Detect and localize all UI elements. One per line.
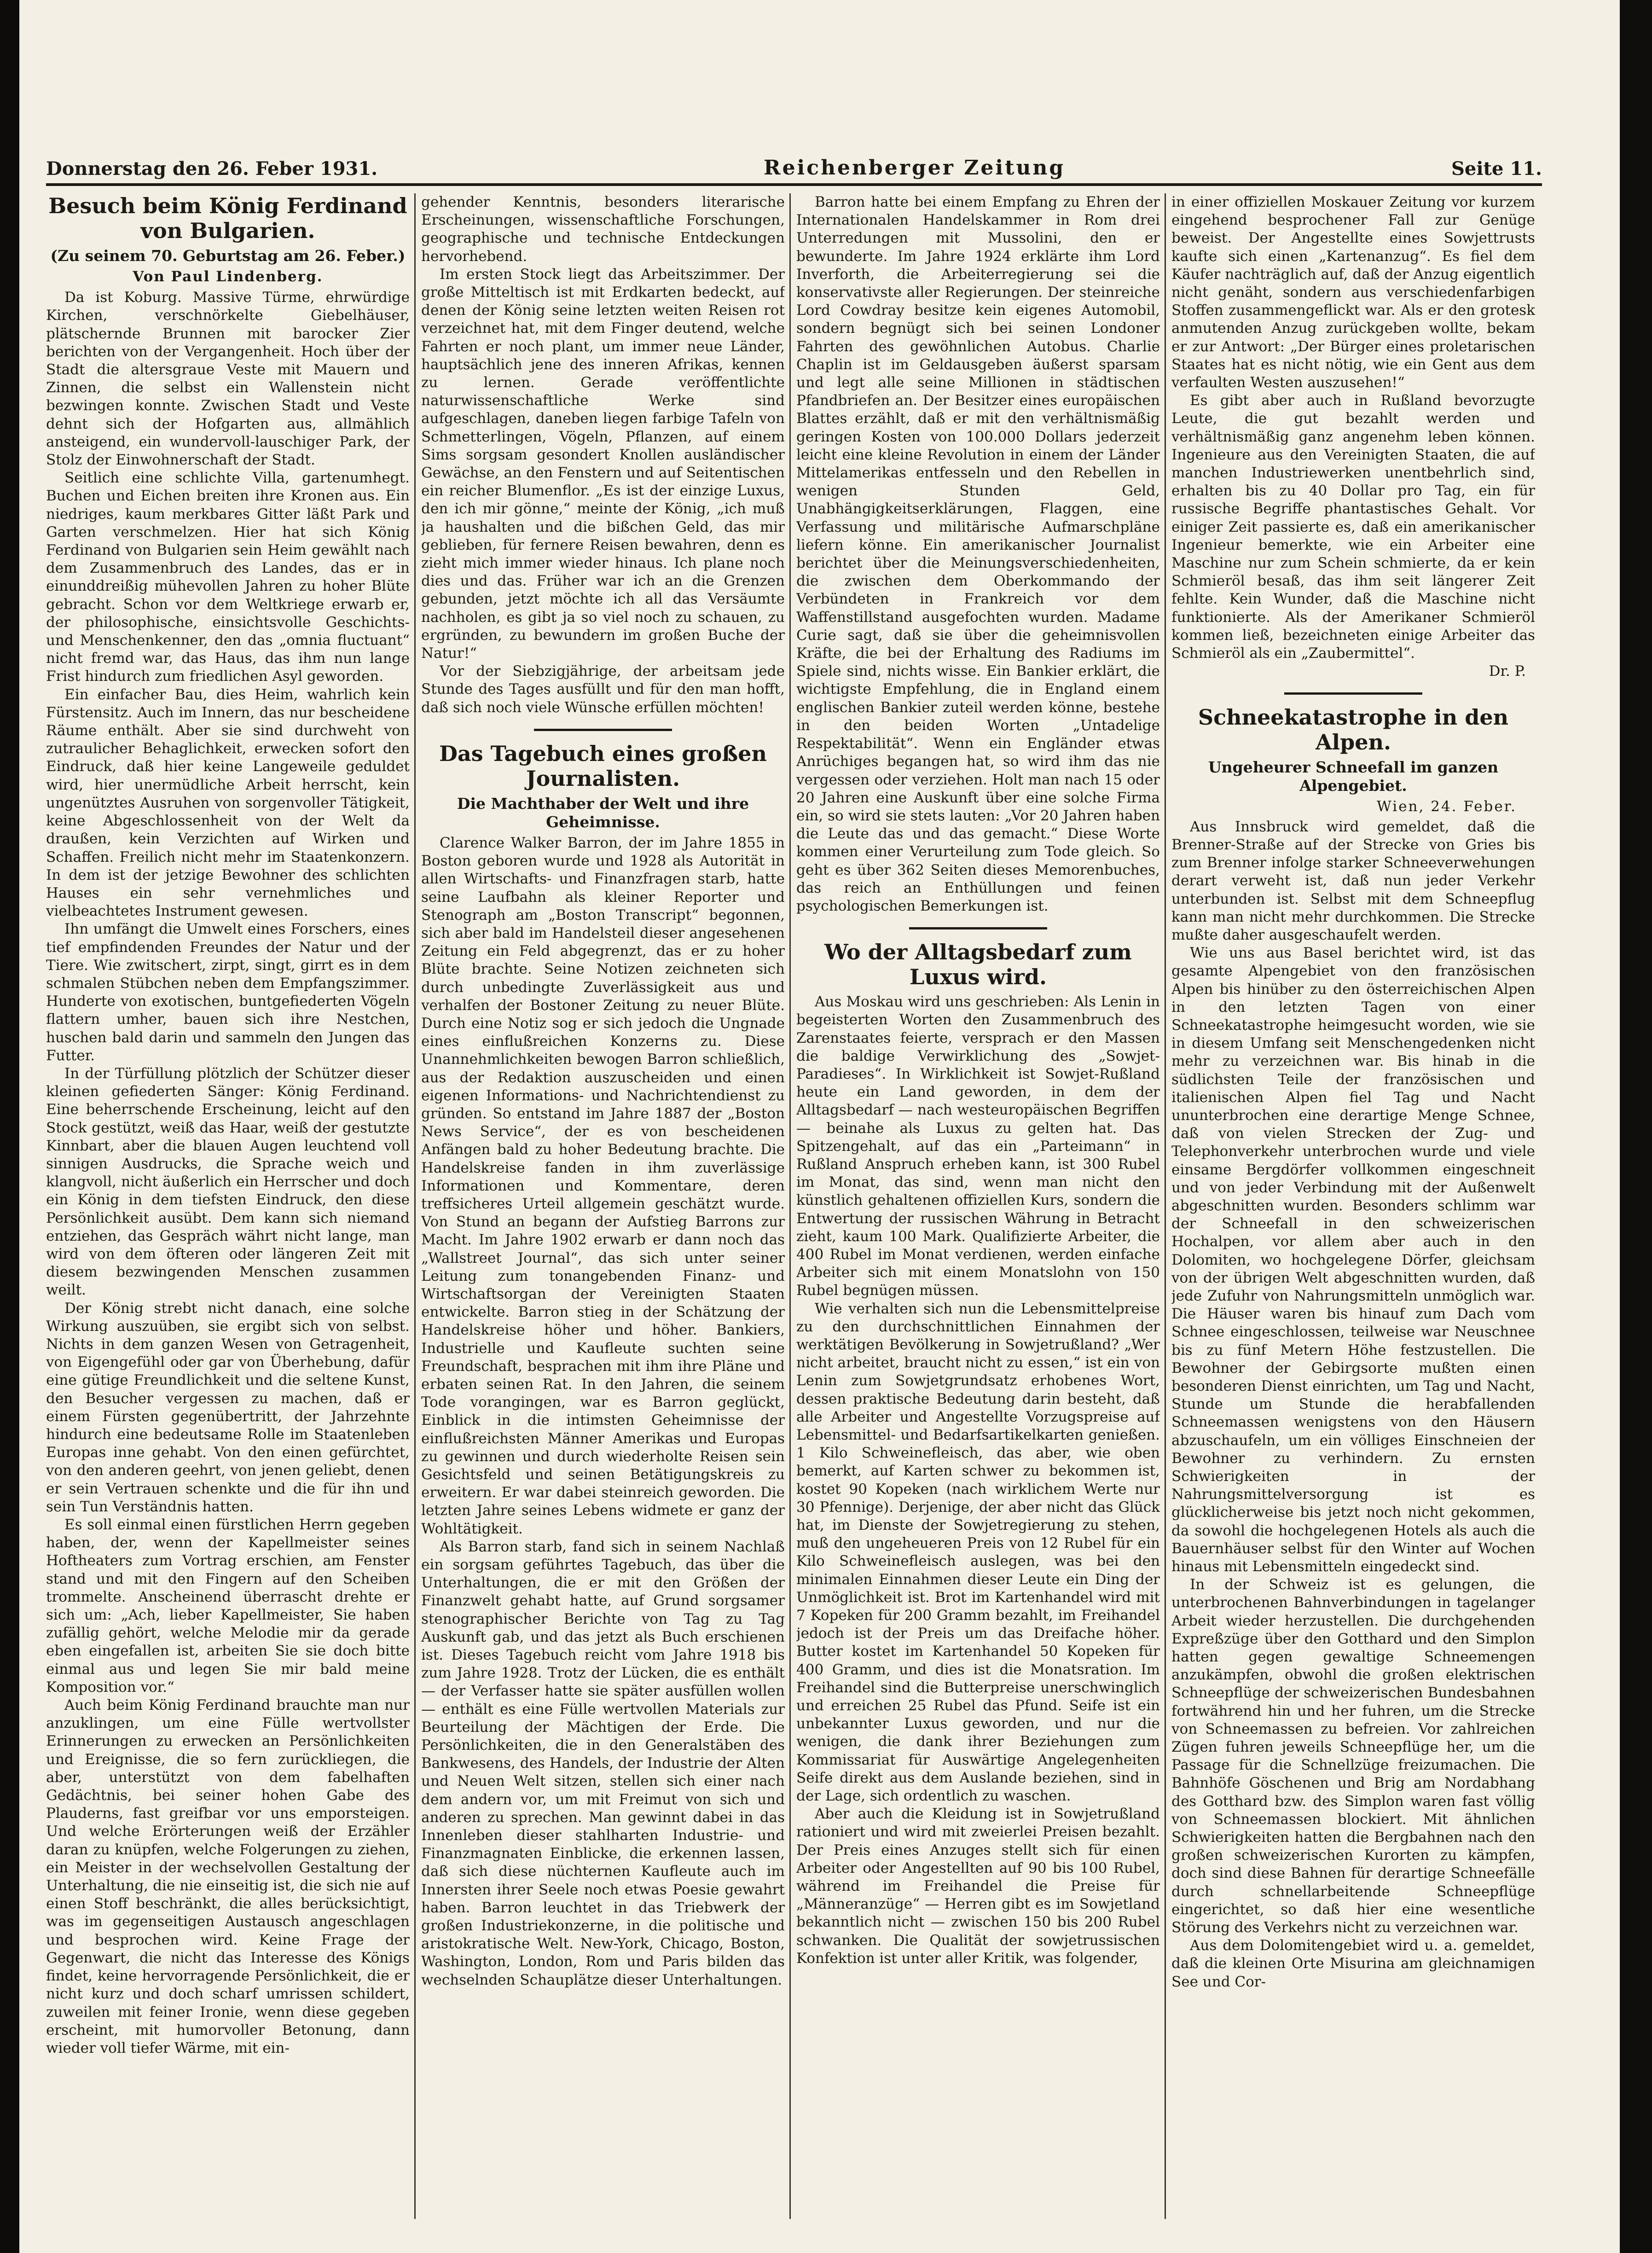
paragraph: Clarence Walker Barron, der im Jahre 1855 in Boston geboren wurde und 1928 als Autorität in allen Wirtschafts- und Finanzfragen starb, hatte seine Laufbahn als kleiner Reporter und Stenograph am „Boston Transcript“ begonnen, sich aber bald im Handelsteil dieser angesehenen Zeitung ein Feld abgegrenzt, das er zu hoher Blüte brachte. Seine Notizen zeichneten sich durch unbedingte Zuverlässigkeit aus und verhalfen der Bostoner Zeitung zu neuer Blüte. Durch eine Notiz sog er sich jedoch die Ungnade eines einflußreichen Konzerns zu. Diese Unannehmlichkeiten bewogen Barron schließlich, aus der Redaktion auszuscheiden und einen eigenen Informations- und Nachrichtendienst zu gründen. So entstand im Jahre 1887 der „Boston News Service“, der es von bescheidenen Anfängen bald zu hoher Bedeutung brachte. Die Handelskreise fanden in ihm zuverlässige Informationen und Kommentare, deren treffsicheres Urteil allgemein geschätzt wurde. Von Stund an begann der Aufstieg Barrons zur Macht. Im Jahre 1902 erwarb er dann noch das „Wallstreet Journal“, das sich unter seiner Leitung zum tonangebenden Finanz- und Wirtschaftsorgan der Vereinigten Staaten entwickelte. Barron stieg in der Schätzung der Handelskreise höher und höher. Bankiers, Industrielle und Kaufleute suchten seine Freundschaft, besprachen mit ihm ihre Pläne und erbaten seinen Rat. In den Jahren, die seinem Tode vorangingen, war es Barron geglückt, Einblick in die intimsten Geheimnisse der einflußreichsten Männer Amerikas und Europas zu gewinnen und durch wiederholte Reisen sein Gesichtsfeld und seinen Betätigungskreis zu erweitern. Er war dabei steinreich geworden. Die letzten Jahre seines Lebens widmete er ganz der Wohltätigkeit. xyxy=(421,834,785,1537)
paragraph: Ein einfacher Bau, dies Heim, wahrlich kein Fürstensitz. Auch im Innern, das nur bescheidene Räume enthält. Aber sie sind durchweht von zutraulicher Behaglichkeit, erwecken sofort den Eindruck, daß hier keine Langeweile geduldet wird, hier unermüdliche Arbeit herrscht, kein ungenütztes Ausruhen von sorgenvoller Tätigkeit, keine Abgeschlossenheit von der Welt da draußen, kein Verzichten auf Wirken und Schaffen. Freilich nicht mehr im Staatenkonzern. In dem ist der jetzige Bewohner des schlichten Hauses ein sehr vernehmliches und vielbeachtetes Instrument gewesen. xyxy=(46,686,410,920)
paragraph: Im ersten Stock liegt das Arbeitszimmer. Der große Mitteltisch ist mit Erdkarten bedeckt, auf denen der König seine letzten weiten Reisen rot verzeichnet hat, mit dem Finger deutend, welche Fahrten er noch plant, um immer neue Länder, hauptsächlich jene des inneren Afrikas, kennen zu lernen. Gerade veröffentlichte naturwissenschaftliche Werke sind aufgeschlagen, daneben liegen farbige Tafeln von Schmetterlingen, Vögeln, Pflanzen, auf einem Sims sorgsam gesondert Knollen ausländischer Gewächse, an den Fenstern und auf Seitentischen ein reicher Blumenflor. „Es ist der einzige Luxus, den ich mir gönne,“ meinte der König, „ich muß ja haushalten und die bißchen Geld, das mir geblieben, für fernere Reisen bewahren, denn es zieht mich immer wieder hinaus. Ich plane noch dies und das. Früher war ich an die Grenzen gebunden, jetzt möchte ich all das Versäumte nachholen, es gibt ja so viel noch zu schauen, zu ergründen, zu bewundern im großen Buche der Natur!“ xyxy=(421,266,785,662)
column-3 xyxy=(796,193,1160,2228)
page-header xyxy=(46,147,1542,180)
article-subtitle: Ungeheurer Schneefall im ganzen Alpengebiet. xyxy=(1208,758,1499,795)
paragraph: Es soll einmal einen fürstlichen Herrn gegeben haben, der, wenn der Kapellmeister seines Hoftheaters zum Vortrag erschien, am Fenster stand und mit den Fingern auf den Scheiben trommelte. Anscheinend überrascht drehte er sich um: „Ach, lieber Kapellmeister, Sie haben zufällig gehört, welche Melodie mir da gerade eben eingefallen ist, arbeiten Sie sie doch bitte einmal aus und legen Sie mir bald meine Komposition vor.“ xyxy=(46,1516,410,1696)
paragraph: in einer offiziellen Moskauer Zeitung vor kurzem eingehend besprochener Fall zur Genüge beweist. Der Angestellte eines Sowjettrusts kaufte sich einen „Kartenanzug“. Es fiel dem Käufer nachträglich auf, daß der Anzug eigentlich nicht genäht, sondern aus verschiedenfarbigen Stoffen zusammengeflickt war. Als er den grotesk anmutenden Anzug zurückgeben wollte, bekam er zur Antwort: „Der Bürger eines proletarischen Staates hat es nicht nötig, wie ein Gent aus dem verfaulten Westen auszusehen!“ xyxy=(1171,194,1535,391)
paragraph: Seitlich eine schlichte Villa, gartenumhegt. Buchen und Eichen breiten ihre Kronen aus. Ein niedriges, kaum merkbares Gitter läßt Park und Garten verschmelzen. Hier hat sich König Ferdinand von Bulgarien sein Heim gewählt nach dem Zusammenbruch des Landes, das er in einunddreißig mühevollen Jahren zu hoher Blüte gebracht. Schon vor dem Weltkriege erwarb er, der philosophische, einsichtsvolle Geschichts- und Menschenkenner, den das „omnia fluctuant“ nicht fremd war, das Haus, das ihm nun lange Frist hindurch zum friedlichen Asyl geworden. xyxy=(46,470,410,685)
paragraph: Wie uns aus Basel berichtet wird, ist das gesamte Alpengebiet von den französischen Alpen bis hinüber zu den österreichischen Alpen in den letzten Tagen von einer Schneekatastrophe heimgesucht worden, wie sie in diesem Umfang seit Menschengedenken nicht mehr zu verzeichnen war. Bis hinab in die südlichsten Teile der französischen und italienischen Alpen fiel Tag und Nacht ununterbrochen eine derartige Menge Schnee, daß von vielen Strecken der Zug- und Telephonverkehr unterbrochen wurde und viele einsame Bergdörfer vollkommen eingeschneit und von jeder Verbindung mit der Außenwelt abgeschnitten wurden. Besonders schlimm war der Schneefall in den schweizerischen Hochalpen, vor allem aber auch in den Dolomiten, wo hochgelegene Dörfer, gleichsam von der übrigen Welt abgeschnitten wurden, daß jede Zufuhr von Nahrungsmitteln unmöglich war. Die Häuser waren bis hinauf zum Dach vom Schnee eingeschlossen, teilweise war Neuschnee bis zu fünf Metern Höhe festzustellen. Die Bewohner der Gebirgsorte mußten einen besonderen Dienst einrichten, um Tag und Nacht, Stunde um Stunde die herabfallenden Schneemassen wenigstens von den Häusern abzuschaufeln, um ein völliges Einschneien der Bewohner zu verhindern. Zu ernsten Schwierigkeiten in der Nahrungsmittelversorgung ist es glücklicherweise bis jetzt noch nicht gekommen, da sowohl die hochgelegenen Hotels als auch die Bauernhäuser selbst für den Winter auf Wochen hinaus mit Lebensmitteln eingedeckt sind. xyxy=(1171,945,1535,1575)
column-2 xyxy=(421,193,785,2228)
newspaper-name: Reichenberger Zeitung xyxy=(764,156,1066,180)
paragraph: Barron hatte bei einem Empfang zu Ehren der Internationalen Handelskammer in Rom drei Unterredungen mit Mussolini, den er bewunderte. Im Jahre 1924 erklärte ihm Lord Inverforth, die Arbeiterregierung sei die konservativste aller Regierungen. Der steinreiche Lord Cowdray besitze kein eigenes Automobil, sondern begnügt sich bei seinen Londoner Fahrten des gewöhnlichen Autobus. Charlie Chaplin ist im Geldausgeben äußerst sparsam und legt alle seine Millionen in städtischen Pfandbriefen an. Der Besitzer eines europäischen Blattes erzählt, daß er mit den verhältnismäßig geringen Kosten von 100.000 Dollars jederzeit leicht eine kleine Revolution in einem der Länder Mittelamerikas entfesseln und den Rebellen in wenigen Stunden Geld, Unabhängigkeitserklärungen, Flaggen, eine Verfassung und militärische Aufmarschpläne liefern könne. Ein amerikanischer Journalist berichtet über die Meinungsverschiedenheiten, die zwischen dem Oberkommando der Verbündeten in Frankreich vor dem Waffenstillstand ausgefochten wurden. Madame Curie sagt, daß sie über die geheimnisvollen Kräfte, die bei der Erhaltung des Radiums im Spiele sind, nichts wisse. Ein Bankier erklärt, die wichtigste Empfehlung, die in England einem englischen Bankier zuteil werden könne, bestehe in den beiden Worten „Untadelige Respektabilität“. Wenn ein Engländer etwas Anrüchiges begangen hat, so wird ihm das nie vergessen oder verziehen. Holt man nach 15 oder 20 Jahren eine Auskunft über eine solche Firma ein, so wird sie stets lauten: „Vor 20 Jahren haben die Leute das und das gemacht.“ Diese Worte kommen einer Verurteilung zum Tode gleich. So geht es über 362 Seiten dieses Memorenbuches, das reich an Enthüllungen und feinen psychologischen Bemerkungen ist. xyxy=(796,194,1160,914)
paragraph: Vor der Siebzigjährige, der arbeitsam jede Stunde des Tages ausfüllt und für den man hofft, daß sich noch viele Wünsche erfüllen möchten! xyxy=(421,663,785,716)
paragraph: Aber auch die Kleidung ist in Sowjetrußland rationiert und wird mit zweierlei Preisen bezahlt. Der Preis eines Anzuges stellt sich für einen Arbeiter oder Angestellten auf 90 bis 100 Rubel, während im Freihandel die Preise für „Männeranzüge“ — Herren gibt es im Sowjetland bekanntlich nicht — zwischen 150 bis 200 Rubel schwanken. Die Qualität der sowjetrussischen Konfektion ist unter aller Kritik, was folgender, xyxy=(796,1806,1160,1967)
paragraph: In der Türfüllung plötzlich der Schützer dieser kleinen gefiederten Sänger: König Ferdinand. Eine beherrschende Erscheinung, leicht auf den Stock gestützt, weiß das Haar, weiß der gestutzte Kinnbart, aber die blauen Augen leuchtend voll sinnigen Ausdrucks, die Sprache weich und klangvoll, nicht äußerlich ein Herrscher und doch ein König in dem tiefsten Eindruck, den diese Persönlichkeit ausübt. Dem kann sich niemand entziehen, das Gespräch währt nicht lange, man wird von dem öfteren oder längeren Zeit mit diesem bezwingenden Menschen zusammen weilt. xyxy=(46,1065,410,1299)
paragraph: Aus dem Dolomitengebiet wird u. a. gemeldet, daß die kleinen Orte Misurina am gleichnamigen See und Cor- xyxy=(1171,1937,1535,1990)
article-subtitle: (Zu seinem 70. Geburtstag am 26. Feber.) xyxy=(50,247,406,265)
column-rule xyxy=(789,193,791,2219)
paragraph: In der Schweiz ist es gelungen, die unterbrochenen Bahnverbindungen in tagelanger Arbeit wieder herzustellen. Die durchgehenden Expreßzüge über den Gotthard und den Simplon hatten gegen gewaltige Schneemengen anzukämpfen, obwohl die großen elektrischen Schneepflüge der schweizerischen Bundesbahnen fortwährend hin und her fuhren, um die Strecke von Schneemassen zu befreien. Vor zahlreichen Zügen fuhren jeweils Schneepflüge her, um die Passage für die Schnellzüge freizumachen. Die Bahnhöfe Göschenen und Brig am Nordabhang des Gotthard bzw. des Simplon waren fast völlig von Schneemassen blockiert. Mit ähnlichen Schwierigkeiten hatten die Bergbahnen nach den großen schweizerischen Kurorten zu kämpfen, doch sind diese Bahnen für derartige Schneefälle durch schnellarbeitende Schneepflüge eingerichtet, so daß hier eine wesentliche Störung des Verkehrs nicht zu verzeichnen war. xyxy=(1171,1576,1535,1936)
column-rule xyxy=(414,193,416,2219)
paragraph: Aus Innsbruck wird gemeldet, daß die Brenner-Straße auf der Strecke von Gries bis zum Brenner infolge starker Schneeverwehungen derart verweht ist, daß nun jeder Verkehr unterbunden ist. Selbst mit dem Schneepflug kann man nicht mehr durchkommen. Die Strecke mußte daher ausgeschaufelt werden. xyxy=(1171,818,1535,943)
column-rule xyxy=(1165,193,1166,2219)
article-title: Besuch beim König Ferdinand von Bulgarien. xyxy=(48,193,407,243)
paragraph: Auch beim König Ferdinand brauchte man nur anzuklingen, um eine Fülle wertvollster Erinnerungen zu erwecken an Persönlichkeiten und Ereignisse, die so fern zurückliegen, die aber, unterstützt von dem fabelhaften Gedächtnis, bei seiner hohen Gabe des Plauderns, fast greifbar vor uns emporsteigen. Und welche Erörterungen weiß der Erzähler daran zu knüpfen, welche Folgerungen zu ziehen, ein Meister in der wechselvollen Gestaltung der Unterhaltung, die nie einseitig ist, die sich nie auf einen Stoff beschränkt, die alles berücksichtigt, was im gegenseitigen Austausch angeschlagen und besprochen wird. Keine Frage der Gegenwart, die nicht das Interesse des Königs findet, keine hervorragende Persönlichkeit, die er nicht kurz und doch scharf umrissen schildert, zuweilen mit feiner Ironie, wenn diese gegeben erscheint, mit humorvoller Betonung, dann wieder voll tiefer Wärme, mit ein- xyxy=(46,1697,410,2056)
header-date: Donnerstag den 26. Feber 1931. xyxy=(46,158,378,180)
paragraph: Ihn umfängt die Umwelt eines Forschers, eines tief empfindenden Freundes der Natur und der Tiere. Wie zwitschert, zirpt, singt, girrt es in dem schmalen Stübchen neben dem Empfangszimmer. Hunderte von exotischen, buntgefiederten Vögeln flattern umher, bauen sich ihre Nestchen, huschen bald darin und sammeln den Jungen das Futter. xyxy=(46,921,410,1064)
page-number: Seite 11. xyxy=(1451,158,1542,180)
paragraph: Der König strebt nicht danach, eine solche Wirkung auszuüben, sie ergibt sich von selbst. Nichts in dem ganzen Wesen von Getragenheit, von Eigengefühl oder gar von Überhebung, dafür eine gütige Freundlichkeit und die seltene Kunst, den Besucher vergessen zu machen, daß er einem Fürsten gegenübertritt, der Jahrzehnte hindurch eine bedeutsame Rolle im Staatenleben Europas inne gehabt. Von den einen gefürchtet, von den anderen geehrt, von jenen geliebt, denen er sein Vertrauen schenkte und die für ihn und sein Tun Verständnis hatten. xyxy=(46,1300,410,1515)
article-subtitle: Die Machthaber der Welt und ihre Geheimnisse. xyxy=(457,794,749,831)
column-1 xyxy=(46,193,410,2228)
article-title: Wo der Alltagsbedarf zum Luxus wird. xyxy=(824,940,1132,990)
paragraph: Wie verhalten sich nun die Lebensmittelpreise zu den durchschnittlichen Einnahmen der werktätigen Bevölkerung in Sowjetrußland? „Wer nicht arbeitet, braucht nicht zu essen,“ ist ein von Lenin zum Sowjetgrundsatz erhobenes Wort, dessen praktische Bedeutung darin besteht, daß alle Arbeiter und Angestellte Vorzugspreise auf Lebensmittel- und Bedarfsartikelkarten genießen. 1 Kilo Schweinefleisch, das aber, wie oben bemerkt, auf Karten schwer zu bekommen ist, kostet 90 Kopeken (nach wirklichem Werte nur 30 Pfennige). Derjenige, der aber nicht das Glück hat, im Dienste der Sowjetregierung zu stehen, muß den ungeheueren Preis von 12 Rubel für ein Kilo Schweinefleisch auslegen, was bei den minimalen Einnahmen dieser Leute ein Ding der Unmöglichkeit ist. Brot im Kartenhandel wird mit 7 Kopeken für 200 Gramm bezahlt, im Freihandel jedoch ist der Preis um das Dreifache höher. Butter kostet im Kartenhandel 50 Kopeken für 400 Gramm, und dies ist die Monatsration. Im Freihandel sind die Butterpreise unerschwinglich und erreichen 25 Rubel das Pfund. Seife ist ein unbekannter Luxus geworden, und nur die wenigen, die dank ihrer Beziehungen zum Kommissariat für Auswärtige Angelegenheiten Seife direkt aus dem Auslande beziehen, sind in der Lage, sich ordentlich zu waschen. xyxy=(796,1300,1160,1805)
paragraph: gehender Kenntnis, besonders literarische Erscheinungen, wissenschaftliche Forschungen, geographische und technische Entdeckungen hervorhebend. xyxy=(421,194,785,265)
dateline: Wien, 24. Feber. xyxy=(1376,798,1517,815)
author-signature: Dr. P. xyxy=(1489,663,1526,680)
article-title: Schneekatastrophe in den Alpen. xyxy=(1198,705,1509,755)
article-separator xyxy=(909,927,1047,929)
article-separator xyxy=(534,729,672,731)
scan-edge-right xyxy=(1620,0,1652,2253)
article-separator xyxy=(1284,692,1422,695)
header-rule xyxy=(46,183,1542,186)
paragraph: Als Barron starb, fand sich in seinem Nachlaß ein sorgsam geführtes Tagebuch, das über die Unterhaltungen, die er mit den Größen der Finanzwelt gehabt hatte, auf Grund sorgsamer stenographischer Berichte von Tag zu Tag Auskunft gab, und das jetzt als Buch erschienen ist. Dieses Tagebuch reicht vom Jahre 1918 bis zum Jahre 1928. Trotz der Lücken, die es enthält — der Verfasser hatte sie später ausfüllen wollen — enthält es eine Fülle wertvollen Materials zur Beurteilung der Mächtigen der Erde. Die Persönlichkeiten, die in den Generalstäben des Bankwesens, des Handels, der Industrie der Alten und Neuen Welt sitzen, stellen sich einer nach dem andern vor, um mit Freimut von sich und anderen zu sprechen. Man gewinnt dabei in das Innenleben dieser stahlharten Industrie- und Finanzmagnaten Einblicke, die erkennen lassen, daß sich diese nüchternen Kaufleute auch im Innersten ihrer Seele noch etwas Poesie gewahrt haben. Barron leuchtet in das Triebwerk der großen Industriekonzerne, in die politische und aristokratische Welt. New-York, Chicago, Boston, Washington, London, Rom und Paris bilden das wechselnden Schauplätze dieser Unterhaltungen. xyxy=(421,1538,785,1988)
paragraph: Da ist Koburg. Massive Türme, ehrwürdige Kirchen, verschnörkelte Giebelhäuser, plätschernde Brunnen mit barocker Zier berichten von der Vergangenheit. Hoch über der Stadt die altersgraue Veste mit Mauern und Zinnen, die selbst ein Wallenstein nicht bezwingen konnte. Zwischen Stadt und Veste dehnt sich der Hofgarten aus, allmählich ansteigend, ein wundervoll-lauschiger Park, der Stolz der Einwohnerschaft der Stadt. xyxy=(46,289,410,469)
article-byline: Von Paul Lindenberg. xyxy=(133,268,323,285)
paragraph: Aus Moskau wird uns geschrieben: Als Lenin in begeisterten Worten den Zusammenbruch des Zarenstaates feierte, versprach er den Massen die baldige Verwirklichung des „Sowjet-Paradieses“. In Wirklichkeit ist Sowjet-Rußland heute ein Land geworden, in dem der Alltagsbedarf — nach westeuropäischen Begriffen — beinahe als Luxus zu gelten hat. Das Spitzengehalt, auf das ein „Parteimann“ in Rußland Anspruch erheben kann, ist 300 Rubel im Monat, das sind, wenn man nicht den künstlich gehaltenen offiziellen Kurs, sondern die Entwertung der russischen Währung in Betracht zieht, kaum 100 Mark. Qualifizierte Arbeiter, die 400 Rubel im Monat verdienen, werden einfache Arbeiter sich mit einem Monatslohn von 150 Rubel begnügen müssen. xyxy=(796,993,1160,1299)
column-4 xyxy=(1171,193,1535,2228)
scan-edge-left xyxy=(0,0,19,2253)
paragraph: Es gibt aber auch in Rußland bevorzugte Leute, die gut bezahlt werden und verhältnismäßig ganz angenehm leben können. Ingenieure aus den Vereinigten Staaten, die auf manchen Industriewerken unentbehrlich sind, erhalten bis zu 40 Dollar pro Tag, ein für russische Begriffe phantastisches Gehalt. Vor einiger Zeit passierte es, daß ein amerikanischer Ingenieur bemerkte, wie ein Arbeiter eine Maschine nur zum Schein schmierte, da er kein Schmieröl besaß, das ihm seit längerer Zeit fehlte. Kein Wunder, daß die Maschine nicht funktionierte. Als der Amerikaner Schmieröl kommen ließ, bezeichneten einige Arbeiter das Schmieröl als ein „Zaubermittel“. xyxy=(1171,392,1535,662)
article-title: Das Tagebuch eines großen Journalisten. xyxy=(439,741,767,791)
